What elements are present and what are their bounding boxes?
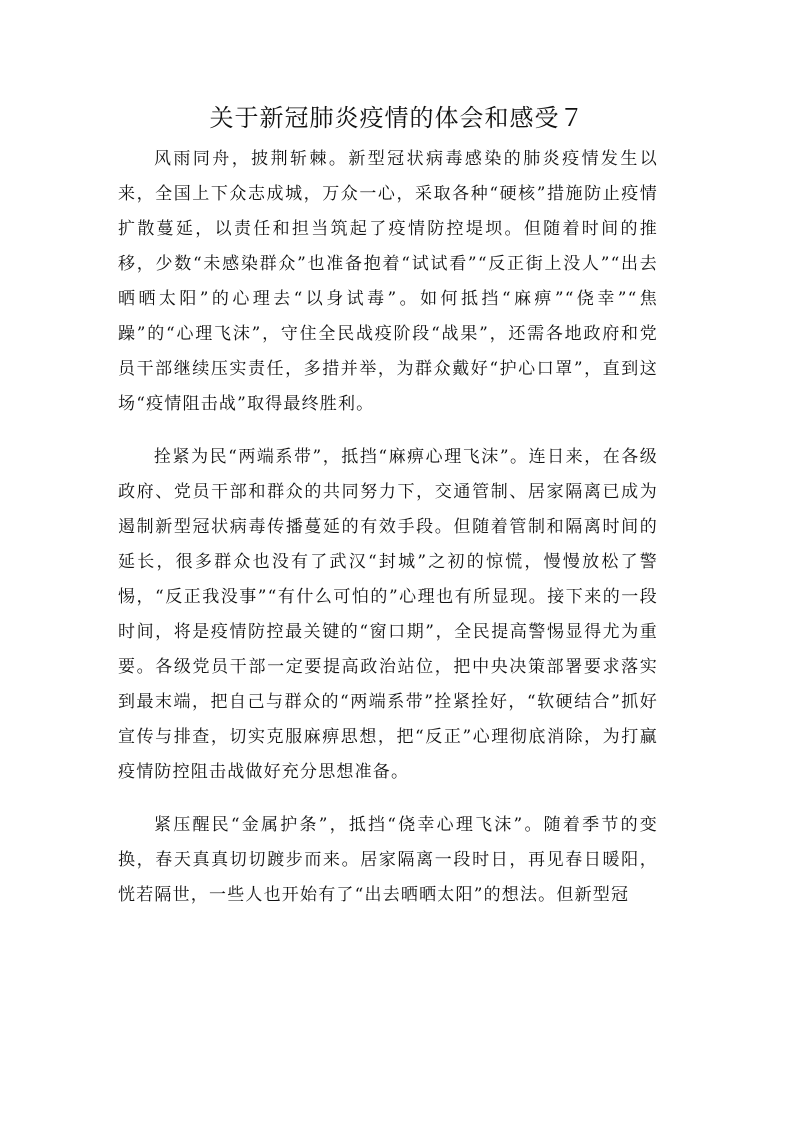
paragraph-2: 拴紧为民“两端系带”，抵挡“麻痹心理飞沫”。连日来，在各级政府、党员干部和群众的共同努力下，交通管制、居家隔离已成为遏制新型冠状病毒传播蔓延的有效手段。但随着管制和隔离时间的延长，很多群众也没有了武汉“封城”之初的惊慌，慢慢放松了警惕，“反正我没事”“有什么可怕的”心理也有所显现。接下来的一段时间，将是疫情防控最关键的“窗口期”，全民提高警惕显得尤为重要。各级党员干部一定要提高政治站位，把中央决策部署要求落实到最末端，把自己与群众的“两端系带”拴紧拴好，“软硬结合”抓好宣传与排查，切实克服麻痹思想，把“反正”心理彻底消除，为打赢疫情防控阻击战做好充分思想准备。 xyxy=(118,447,658,782)
document-body xyxy=(118,142,658,913)
paragraph-1: 风雨同舟，披荆斩棘。新型冠状病毒感染的肺炎疫情发生以来，全国上下众志成城，万众一心，采取各种“硬核”措施防止疫情扩散蔓延，以责任和担当筑起了疫情防控堤坝。但随着时间的推移，少数“未感染群众”也准备抱着“试试看”“反正街上没人”“出去晒晒太阳”的心理去“以身试毒”。如何抵挡“麻痹”“侥幸”“焦躁”的“心理飞沫”，守住全民战疫阶段“战果”，还需各地政府和党员干部继续压实责任，多措并举，为群众戴好“护心口罩”，直到这场“疫情阻击战”取得最终胜利。 xyxy=(118,149,658,414)
document-title: 关于新冠肺炎疫情的体会和感受７ xyxy=(209,104,585,132)
paragraph-3: 紧压醒民“金属护条”，抵挡“侥幸心理飞沫”。随着季节的变换，春天真真切切踱步而来。居家隔离一段时日，再见春日暖阳，恍若隔世，一些人也开始有了“出去晒晒太阳”的想法。但新型冠 xyxy=(118,815,658,905)
